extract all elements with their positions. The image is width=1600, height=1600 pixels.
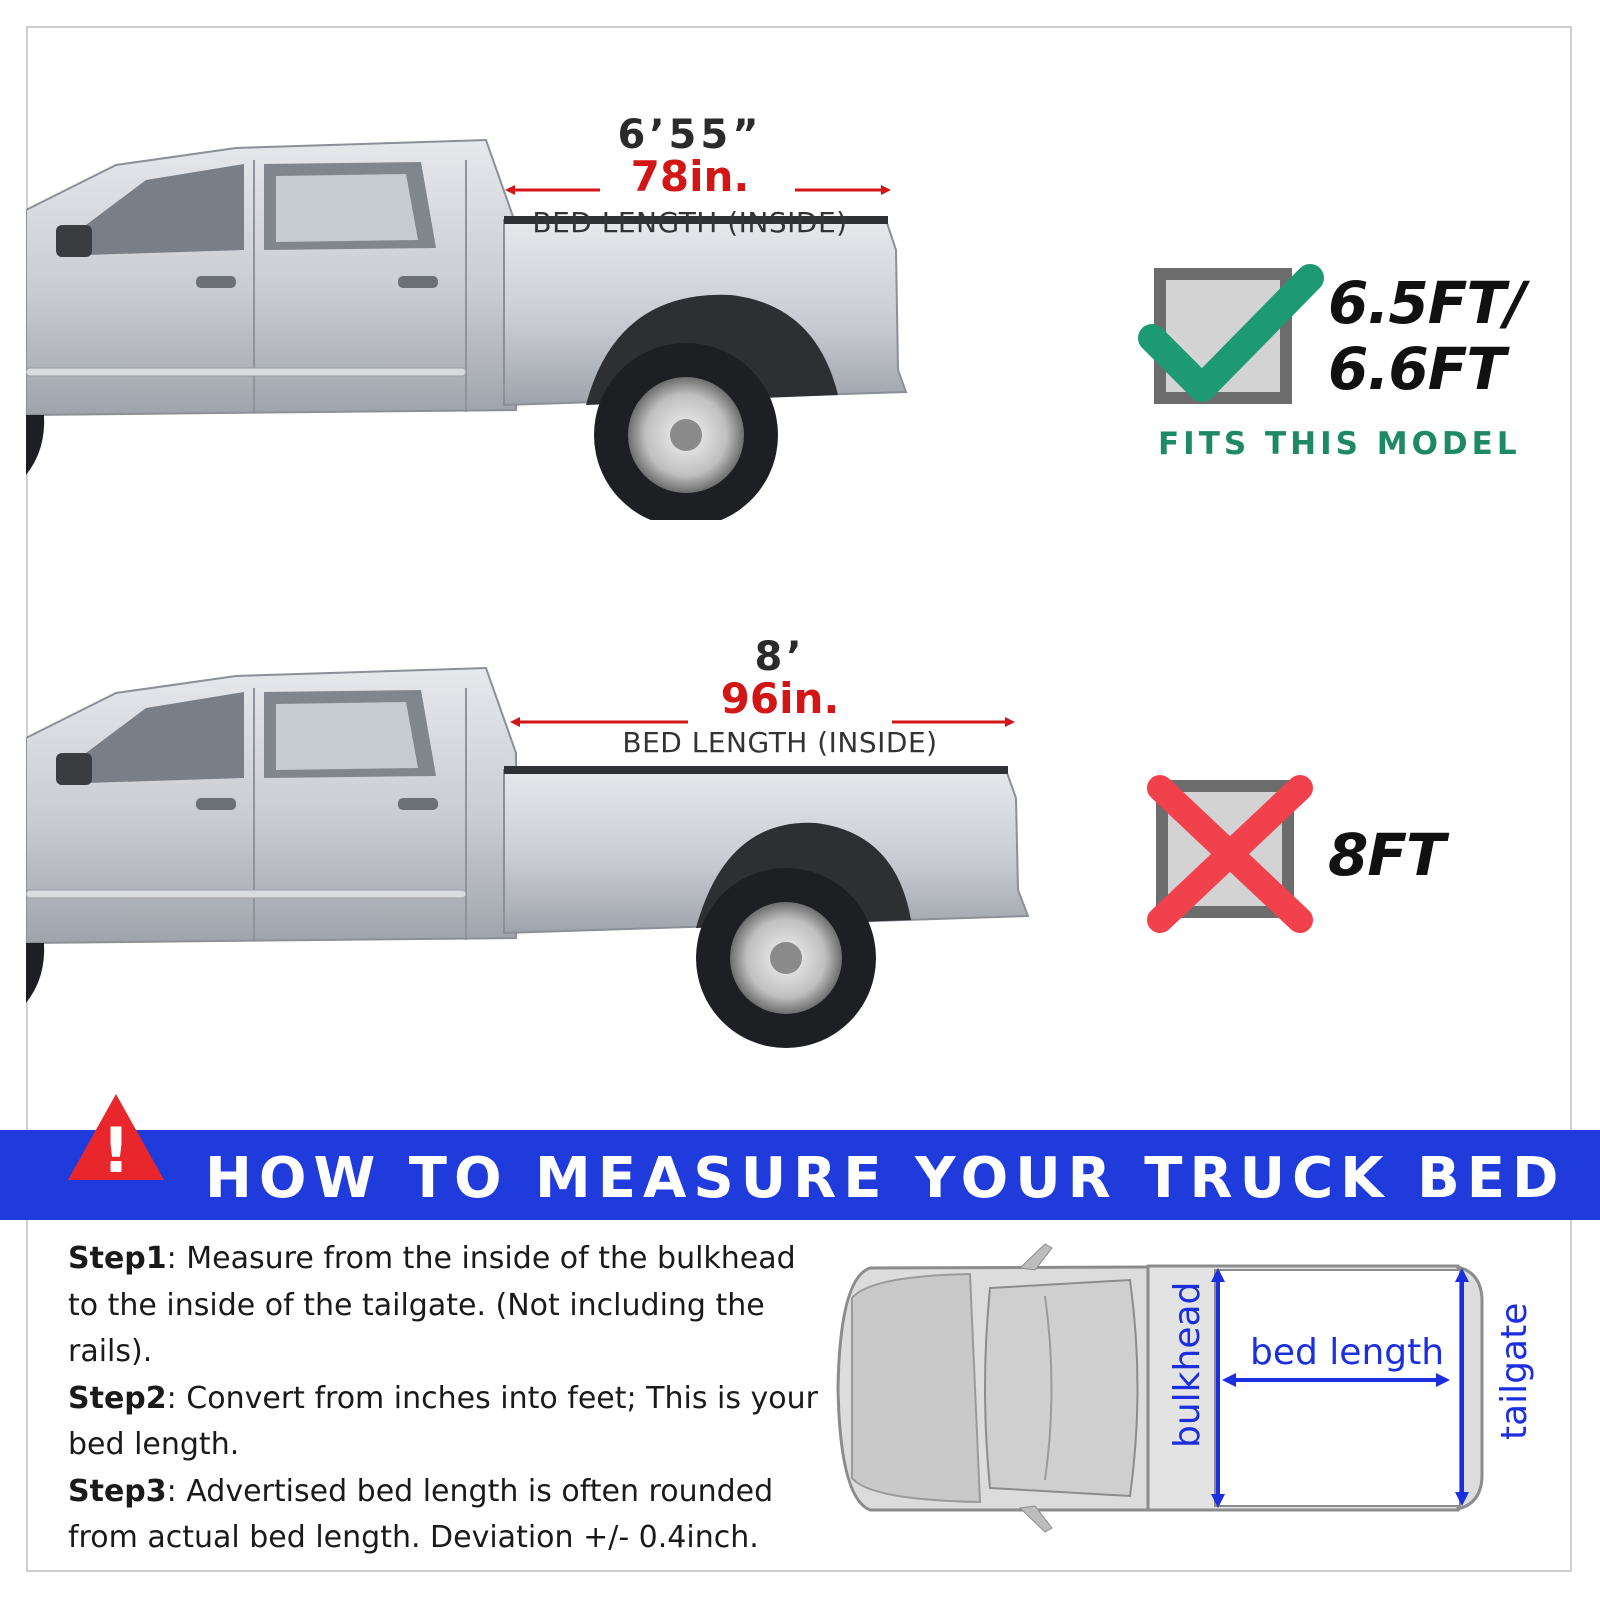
banner-title: HOW TO MEASURE YOUR TRUCK BED <box>205 1146 1566 1211</box>
step-1 <box>68 1236 818 1376</box>
cross-icon <box>1140 770 1330 940</box>
fit-size-line2: 6.6FT <box>1328 335 1505 403</box>
step-3 <box>68 1469 818 1562</box>
step-2-text: : Convert from inches into feet; This is your bed length. <box>68 1380 818 1462</box>
tailgate-label: tailgate <box>1494 1302 1535 1440</box>
truck2-bed-caption: BED LENGTH (INSIDE) <box>622 726 938 759</box>
bed-length-label: bed length <box>1250 1332 1445 1373</box>
step-1-text: : Measure from the inside of the bulkhead to the inside of the tailgate. (Not including the rails). <box>68 1241 796 1369</box>
step-3-label: Step3 <box>68 1473 167 1509</box>
checkmark-icon <box>1130 258 1330 418</box>
truck2-feet-inches: 8’ <box>754 634 806 680</box>
no-fit-size: 8FT <box>1328 821 1445 889</box>
step-2 <box>68 1376 818 1469</box>
fits-this-model-label: FITS THIS MODEL <box>1158 426 1521 462</box>
truck1-inches: 78in. <box>630 152 750 201</box>
warning-glyph: ! <box>101 1114 131 1184</box>
bulkhead-label: bulkhead <box>1167 1281 1208 1448</box>
step-1-label: Step1 <box>68 1241 167 1276</box>
truck2-dimension-arrows <box>510 712 1025 732</box>
truck1-dimension-arrows <box>505 180 900 200</box>
truck2-inches: 96in. <box>720 674 840 723</box>
steps-list <box>68 1236 818 1562</box>
fit-size-line1: 6.5FT/ <box>1328 269 1526 337</box>
truck1-feet-inches: 6’55” <box>617 112 763 158</box>
warning-icon <box>66 1092 166 1184</box>
truck1-bed-caption: BED LENGTH (INSIDE) <box>532 206 848 239</box>
step-2-label: Step2 <box>68 1380 167 1416</box>
step-3-text: : Advertised bed length is often rounded from actual bed length. Deviation +/- 0.4inch. <box>68 1473 774 1555</box>
